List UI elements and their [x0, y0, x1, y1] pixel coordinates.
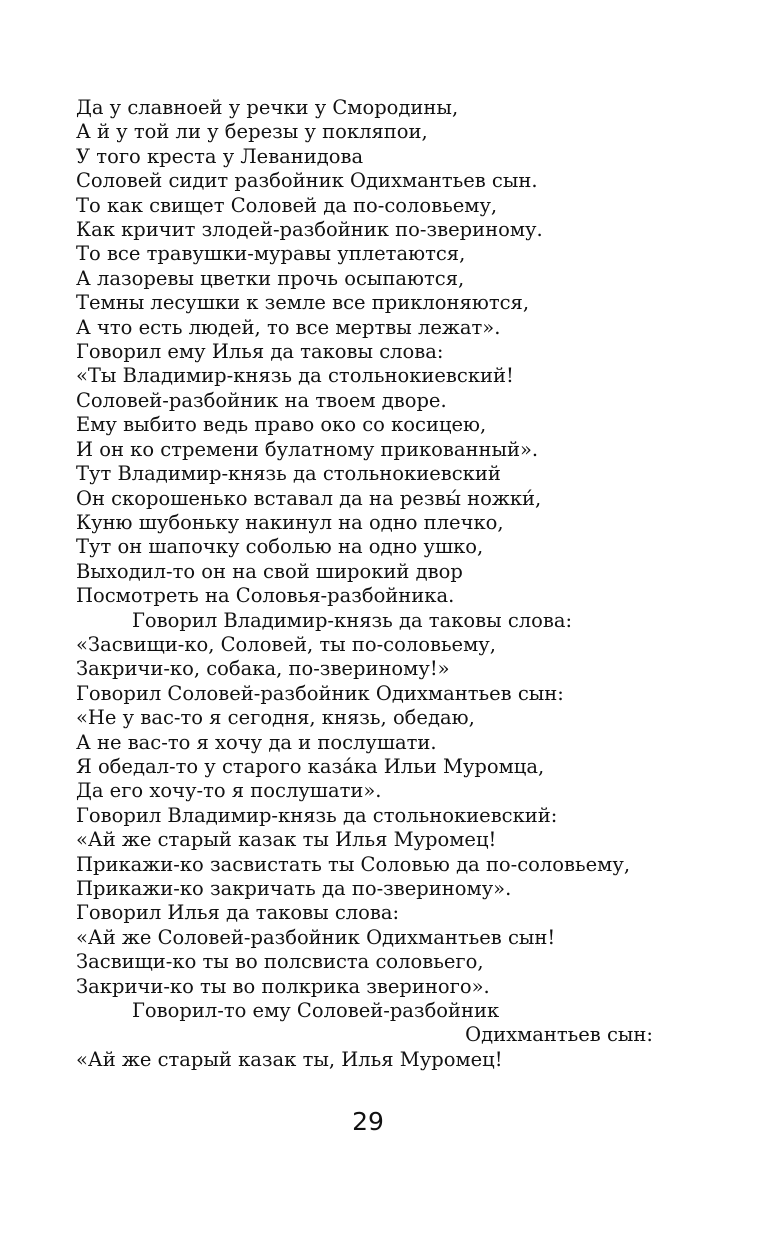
- verse-line: То все травушки-муравы уплетаются,: [76, 242, 466, 266]
- verse-line: «Ты Владимир-князь да стольнокиевский!: [76, 364, 514, 388]
- verse-line: Я обедал-то у старого каза́ка Ильи Муромца,: [76, 754, 545, 778]
- verse-line: Засвищи-ко ты во полсвиста соловьего,: [76, 950, 484, 974]
- verse-line: Тут Владимир-князь да стольнокиевский: [76, 462, 501, 486]
- verse-line: Говорил-то ему Соловей-разбойник: [132, 999, 500, 1023]
- verse-line: Ему выбито ведь право око со косицею,: [76, 413, 487, 437]
- verse-line: Говорил Владимир-князь да стольнокиевский:: [76, 803, 558, 827]
- verse-line: То как свищет Соловей да по-соловьему,: [76, 193, 498, 217]
- verse-line: Темны лесушки к земле все приклоняются,: [76, 291, 530, 315]
- verse-line: Посмотреть на Соловья-разбойника.: [76, 584, 455, 608]
- verse-line: Закричи-ко, собака, по-звериному!»: [76, 657, 450, 681]
- verse-line: Он скорошенько вставал да на резвы́ ножки́,: [76, 486, 542, 510]
- verse-line: Как кричит злодей-разбойник по-звериному.: [76, 218, 543, 242]
- verse-line: Говорил Владимир-князь да таковы слова:: [132, 608, 573, 632]
- verse-line: А й у той ли у березы у покляпои,: [76, 120, 428, 144]
- verse-line: Соловей сидит разбойник Одихмантьев сын.: [76, 169, 538, 193]
- verse-line: Соловей-разбойник на твоем дворе.: [76, 388, 447, 412]
- verse-line: Да у славноей у речки у Смородины,: [76, 96, 459, 119]
- page-number: 29: [352, 1107, 384, 1136]
- verse-line: Говорил Илья да таковы слова:: [76, 901, 400, 925]
- verse-line: «Ай же Соловей-разбойник Одихмантьев сын!: [76, 925, 556, 949]
- verse-line: А что есть людей, то все мертвы лежат».: [76, 315, 501, 339]
- verse-line: Говорил Соловей-разбойник Одихмантьев сын:: [76, 681, 564, 705]
- verse-text-block: [76, 96, 696, 1072]
- verse-line: Прикажи-ко закричать да по-звериному».: [76, 877, 512, 900]
- verse-line: Прикажи-ко засвистать ты Соловью да по-соловьему,: [76, 852, 631, 876]
- verse-line: Выходил-то он на свой широкий двор: [76, 559, 463, 583]
- verse-line: И он ко стремени булатному прикованный».: [76, 437, 539, 461]
- verse-line: Закричи-ко ты во полкрика звериного».: [76, 974, 490, 998]
- verse-line: Тут он шапочку соболью на одно ушко,: [76, 535, 484, 559]
- verse-line: У того креста у Леванидова: [76, 144, 364, 168]
- verse-line: Говорил ему Илья да таковы слова:: [76, 340, 444, 364]
- verse-line: Куню шубоньку накинул на одно плечко,: [76, 510, 504, 534]
- verse-line: Одихмантьев сын:: [465, 1023, 653, 1047]
- verse-line: «Ай же старый казак ты, Илья Муромец!: [76, 1047, 503, 1071]
- verse-line: Да его хочу-то я послушати».: [76, 779, 382, 803]
- verse-line: А не вас-то я хочу да и послушати.: [76, 730, 437, 754]
- verse-line: А лазоревы цветки прочь осыпаются,: [76, 266, 465, 290]
- verse-line: «Ай же старый казак ты Илья Муромец!: [76, 828, 497, 852]
- verse-line: «Засвищи-ко, Соловей, ты по-соловьему,: [76, 632, 496, 656]
- verse-line: «Не у вас-то я сегодня, князь, обедаю,: [76, 706, 475, 730]
